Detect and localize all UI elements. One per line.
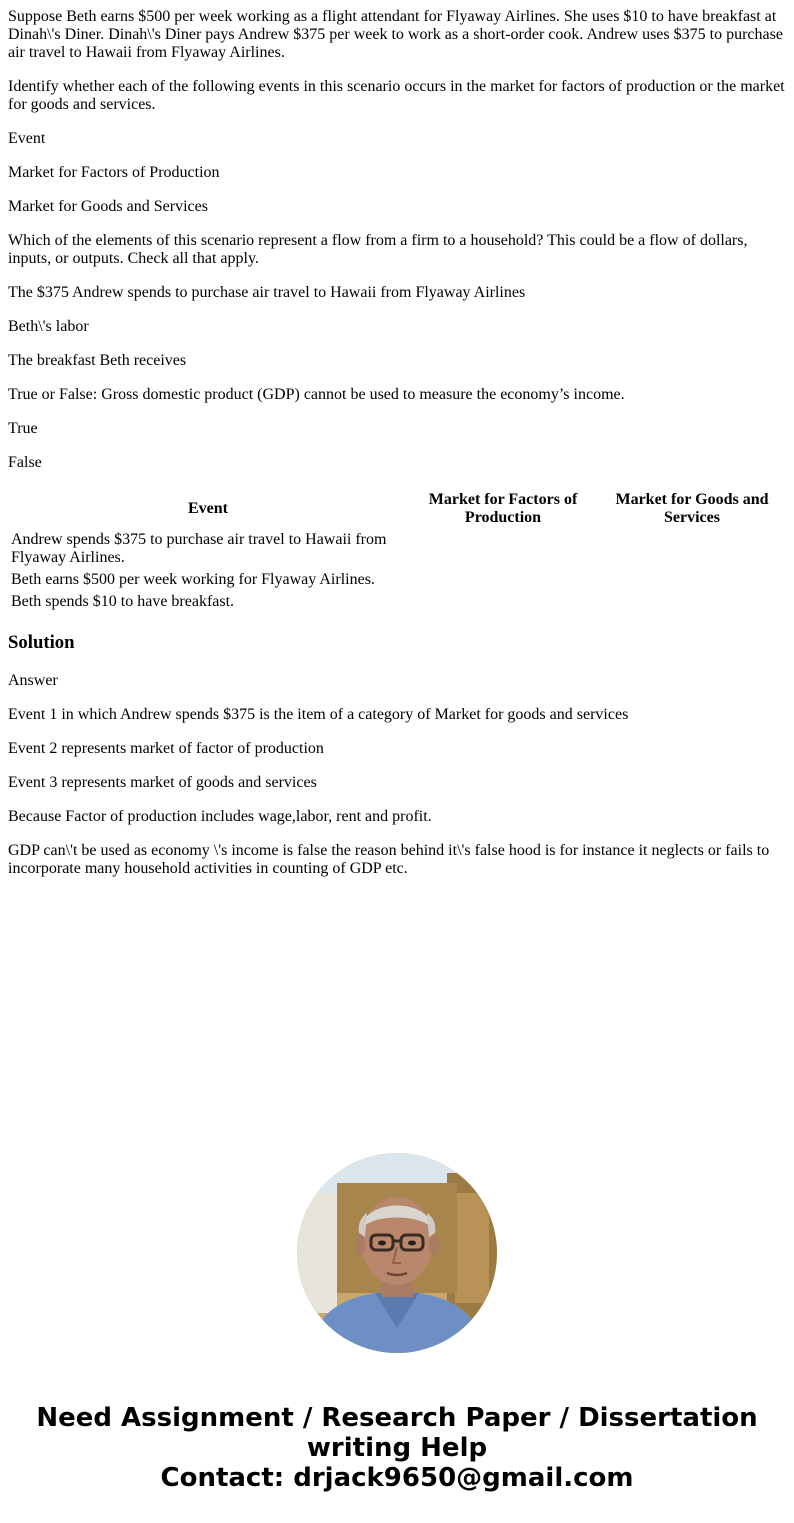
answer-label: Answer [8,672,58,689]
table-header-row [10,490,784,528]
factors-cell [408,570,598,590]
goods-cell [600,570,784,590]
table-row [10,592,784,612]
goods-cell [600,530,784,568]
footer-line: Need Assignment / Research Paper / Dissertation [36,1403,758,1433]
solution-line: Event 1 in which Andrew spends $375 is the item of a category of Market for goods and services [8,706,629,723]
flow-prompt: Which of the elements of this scenario represent a flow from a firm to a household? This could be a flow of dollars, inputs, or outputs. Check all that apply. [8,232,748,267]
flow-option-beth-labor: Beth\'s labor [8,318,89,335]
true-option: True [8,420,38,437]
option-factors-of-production: Market for Factors of Production [8,164,220,181]
flow-option-air-travel: The $375 Andrew spends to purchase air travel to Hawaii from Flyaway Airlines [8,284,526,301]
solution-heading: Solution [8,632,75,653]
option-event: Event [8,130,46,147]
false-option: False [8,454,42,471]
flow-option-breakfast: The breakfast Beth receives [8,352,187,369]
footer-banner [0,1403,794,1493]
header-event: Event [188,500,228,517]
question-intro: Suppose Beth earns $500 per week working as a flight attendant for Flyaway Airlines. She uses $10 to have breakfast at Dinah\'s Diner. Dinah\'s Diner pays Andrew $375 per week to work as a short-order cook. Andrew uses $375 to purchase air travel to Hawaii from Flyaway Airlines. [8,8,783,61]
author-portrait-image [297,1153,497,1353]
event-cell: Beth earns $500 per week working for Flyaway Airlines. [11,571,375,588]
factors-cell [408,592,598,612]
solution-line: GDP can\'t be used as economy \'s income is false the reason behind it\'s false hood is for instance it neglects or fails to incorporate many household activities in counting of GDP etc. [8,842,770,877]
event-cell: Beth spends $10 to have breakfast. [11,593,235,610]
table-row [10,530,784,568]
table-row [10,570,784,590]
footer-line: writing Help [306,1433,488,1463]
goods-cell [600,592,784,612]
solution-line: Because Factor of production includes wage,labor, rent and profit. [8,808,432,825]
solution-line: Event 3 represents market of goods and services [8,774,317,791]
events-table [8,488,786,614]
event-cell: Andrew spends $375 to purchase air travel to Hawaii from Flyaway Airlines. [11,531,387,566]
author-avatar [297,1153,497,1353]
header-goods-and-services: Market for Goods and Services [615,491,769,526]
solution-line: Event 2 represents market of factor of production [8,740,324,757]
true-false-prompt: True or False: Gross domestic product (GDP) cannot be used to measure the economy’s income. [8,386,625,403]
factors-cell [408,530,598,568]
option-goods-and-services: Market for Goods and Services [8,198,208,215]
identify-prompt: Identify whether each of the following events in this scenario occurs in the market for factors of production or the market for goods and services. [8,78,785,113]
footer-contact: Contact: drjack9650@gmail.com [160,1463,634,1493]
header-factors-of-production: Market for Factors of Production [428,491,578,526]
